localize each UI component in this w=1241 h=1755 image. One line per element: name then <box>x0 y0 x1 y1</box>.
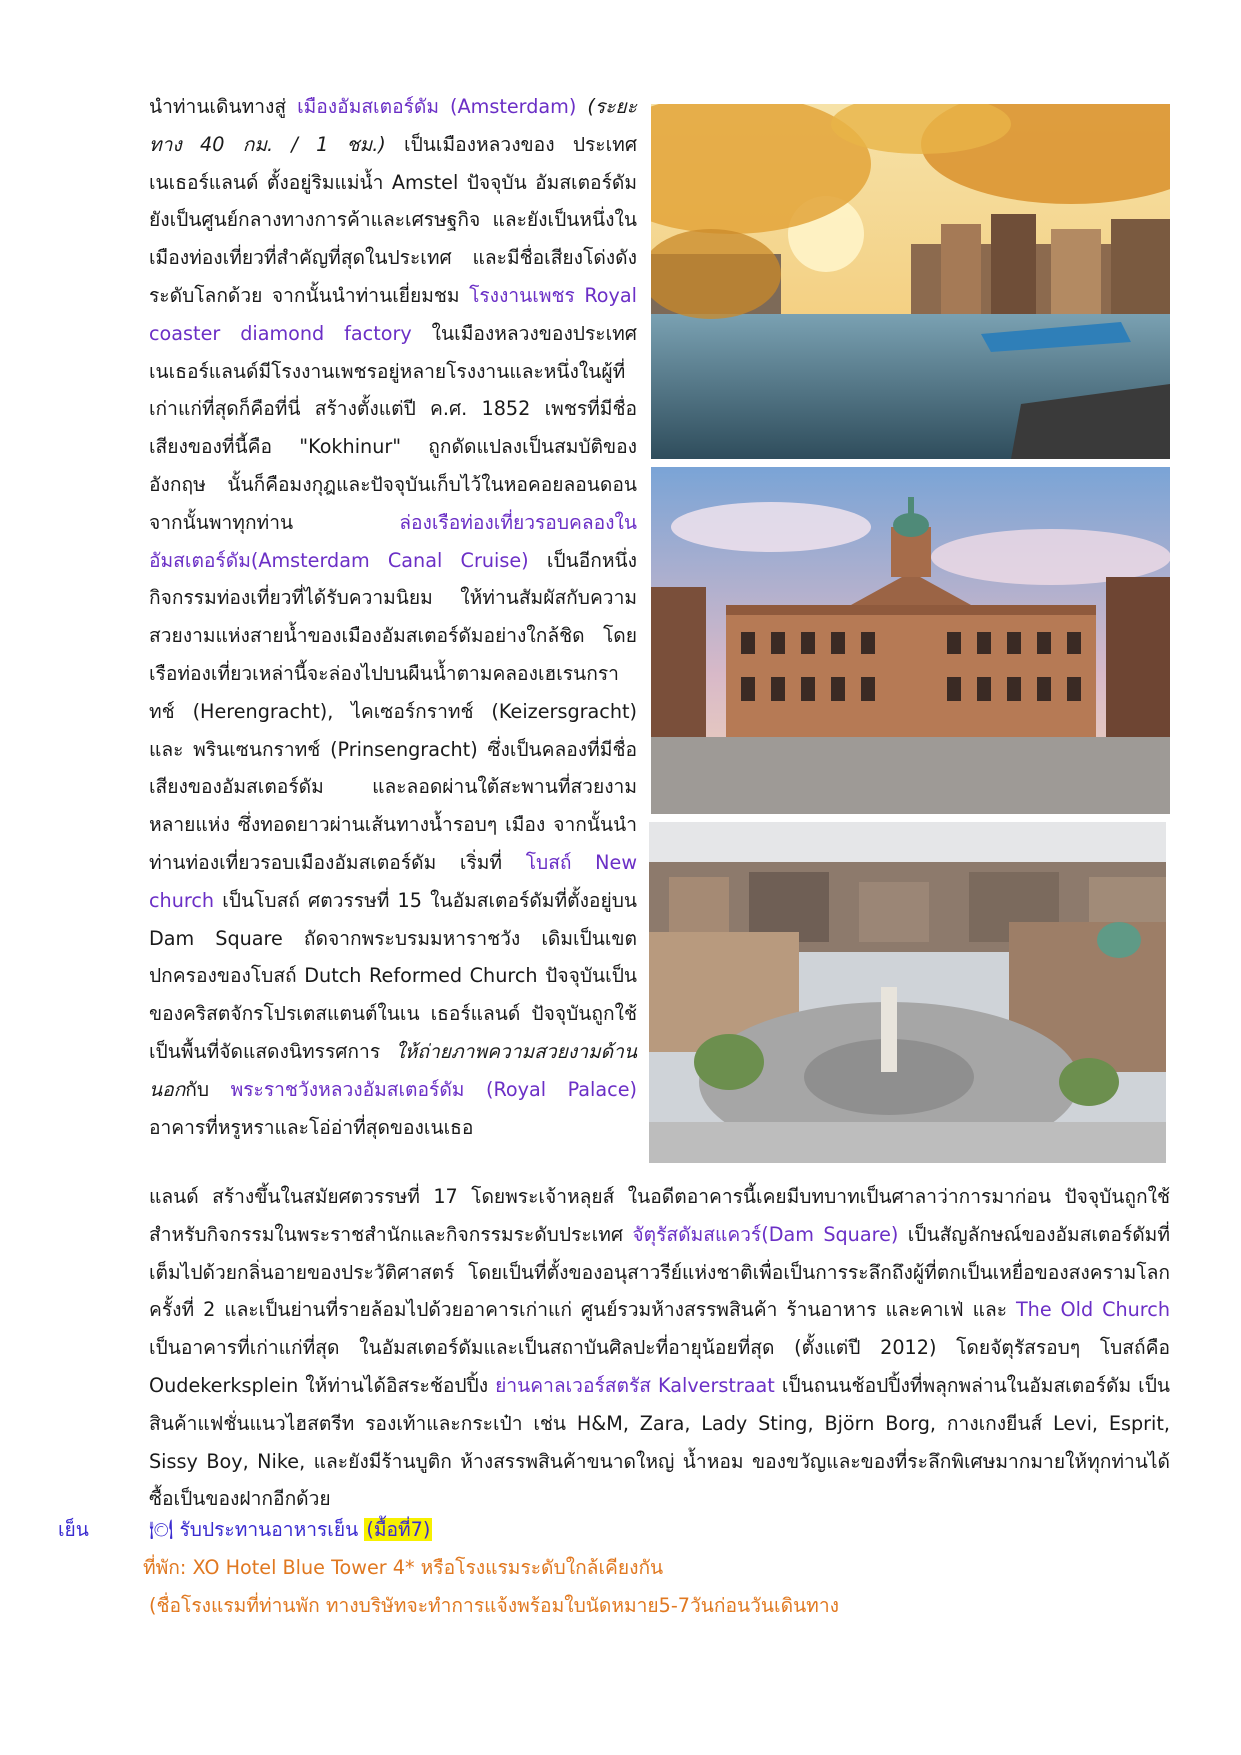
itinerary-paragraph-column <box>149 88 637 1146</box>
text: เป็นเมืองหลวงของ ประเทศเนเธอร์แลนด์ ตั้งอยู่ริมแม่น้ำ Amstel ปัจจุบัน อัมสเตอร์ดัมยังเป็นศูนย์กลางทางการค้าและเศรษฐกิจ และยังเป็นหนึ่งในเมืองท่องเที่ยวที่สำคัญที่สุดในประเทศ และมีชื่อเสียงโด่งดังระดับโลกด้วย จากนั้นนำท่านเยี่ยมชม <box>149 132 638 307</box>
diamond-factory-link: โรงงานเพชร Royal coaster diamond factory <box>149 283 637 345</box>
text: แลนด์ สร้างขึ้นในสมัยศตวรรษที่ 17 โดยพระเจ้าหลุยส์ ในอดีตอาคารนี้เคยมีบทบาทเป็นศาลาว่าการมาก่อน ปัจจุบันถูกใช้สำหรับกิจกรรมในพระราชสำนักและกิจกรรมระดับประเทศ <box>149 1185 1170 1246</box>
dinner-icon: 🍽 <box>149 1518 174 1541</box>
text: เป็นถนนช้อปปิ้งที่พลุกพล่านในอัมสเตอร์ดัม เป็นสินค้าแฟชั่นแนวไฮสตรีท รองเท้าและกระเป๋า เช่น H&M, Zara, Lady Sting, Björn Borg, กางเกงยีนส์ Levi, Esprit, Sissy Boy, Nike, และยังมีร้านบูติก ห้างสรรพสินค้าขนาดใหญ่ น้ำหอม ของขวัญและของที่ระลึกพิเศษมากมายให้ทุกท่านได้ซื้อเป็นของฝากอีกด้วย <box>149 1373 1170 1511</box>
meal-time-label: เย็น <box>58 1518 89 1541</box>
text: เป็นอาคารที่เก่าแก่ที่สุด ในอัมสเตอร์ดัมและเป็นสถาบันศิลปะที่อายุน้อยที่สุด (ตั้งแต่ปี 2012) โดยจัตุรัสรอบๆ โบสถ์คือ Oudekerksplein ให้ท่านได้อิสระช้อปปิ้ง <box>149 1336 1170 1397</box>
hotel-info: ที่พัก: XO Hotel Blue Tower 4* หรือโรงแรมระดับใกล้เคียงกัน <box>143 1556 664 1579</box>
hotel-note: (ชื่อโรงแรมที่ท่านพัก ทางบริษัทจะทำการแจ้งพร้อมใบนัดหมาย5-7วันก่อนวันเดินทาง <box>149 1594 839 1617</box>
photo-note: ให้ถ่ายภาพความสวยงามด้านนอก <box>149 1039 637 1101</box>
distance-note: (ระยะทาง 40 กม. / 1 ชม.) <box>149 95 637 156</box>
text: เป็นโบสถ์ ศตวรรษที่ 15 ในอัมสเตอร์ดัมที่ตั้งอยู่บน Dam Square ถัดจากพระบรมมหาราชวัง เดิมเป็นเขตปกครองของโบสถ์ Dutch Reformed Church ปัจจุบันเป็นของคริสตจักรโปรเตสแตนต์ในเน เธอร์แลนด์ ปัจจุบันถูกใช้เป็นพื้นที่จัดแสดงนิทรรศการ <box>149 888 637 1063</box>
text: นำท่านเดินทางสู่ <box>149 95 298 118</box>
text: ในเมืองหลวงของประเทศเนเธอร์แลนด์มีโรงงานเพชรอยู่หลายโรงงานและหนึ่งในผู้ที่เก่าแก่ที่สุดก็คือที่นี่ สร้างตั้งแต่ปี ค.ศ. 1852 เพชรที่มีชื่อเสียงของที่นี้คือ "Kokhinur" ถูกดัดแปลงเป็นสมบัติของอังกฤษ นั้นก็คือมงกุฎและปัจจุบันเก็บไว้ในหอคอยลอนดอน จากนั้นพาทุกท่าน <box>149 321 637 534</box>
canal-cruise-link: ล่องเรือท่องเที่ยวรอบคลองในอัมสเตอร์ดัม(Amsterdam Canal Cruise) <box>149 510 637 572</box>
text: กับ <box>185 1077 231 1101</box>
amsterdam-link: เมืองอัมสเตอร์ดัม (Amsterdam) <box>297 95 577 118</box>
meal-number-badge: (มื้อที่7) <box>366 1518 431 1541</box>
dam-square-photo <box>649 822 1166 1163</box>
text: เป็นสัญลักษณ์ของอัมสเตอร์ดัมที่เต็มไปด้วยกลิ่นอายของประวัติศาสตร์ โดยเป็นที่ตั้งของอนุสาวรีย์แห่งชาติเพื่อเป็นการระลึกถึงผู้ที่ตกเป็นเหยื่อของสงครามโลกครั้งที่ 2 และเป็นย่านที่รายล้อมไปด้วยอาคารเก่าแก่ ศูนย์รวมห้างสรรพสินค้า ร้านอาหาร และคาเฟ่ และ <box>149 1222 1170 1322</box>
text: เป็นอีกหนึ่งกิจกรรมท่องเที่ยวที่ได้รับความนิยม ให้ท่านสัมผัสกับความสวยงามแห่งสายน้ำของเมืองอัมสเตอร์ดัมอย่างใกล้ชิด โดยเรือท่องเที่ยวเหล่านี้จะล่องไปบนผืนน้ำตามคลองเฮเรนกราทช์ (Herengracht), ไคเซอร์กราทช์ (Keizersgracht) และ พรินเซนกราทช์ (Prinsengracht) ซึ่งเป็นคลองที่มีชื่อเสียงของอัมสเตอร์ดัม และลอดผ่านใต้สะพานที่สวยงามหลายแห่ง ซึ่งทอดยาวผ่านเส้นทางน้ำรอบๆ เมือง จากนั้นนำท่านท่องเที่ยวรอบเมืองอัมสเตอร์ดัม เริ่มที่ <box>149 548 637 874</box>
amsterdam-canal-photo <box>651 104 1170 459</box>
kalverstraat-link: ย่านคาลเวอร์สตรัส Kalverstraat <box>495 1373 775 1397</box>
royal-palace-photo <box>651 467 1170 814</box>
dinner-line <box>149 1515 432 1545</box>
dam-square-link: จัตุรัสดัมสแควร์(Dam Square) <box>632 1222 899 1246</box>
itinerary-paragraph-full <box>149 1178 1170 1518</box>
old-church-link: The Old Church <box>1015 1298 1170 1322</box>
dinner-text: รับประทานอาหารเย็น <box>173 1518 365 1541</box>
new-church-link: โบสถ์ New church <box>149 850 638 912</box>
royal-palace-link: พระราชวังหลวงอัมสเตอร์ดัม (Royal Palace) <box>230 1077 637 1101</box>
text: อาคารที่หรูหราและโอ่อ่าที่สุดของเนเธอ <box>149 1115 474 1139</box>
